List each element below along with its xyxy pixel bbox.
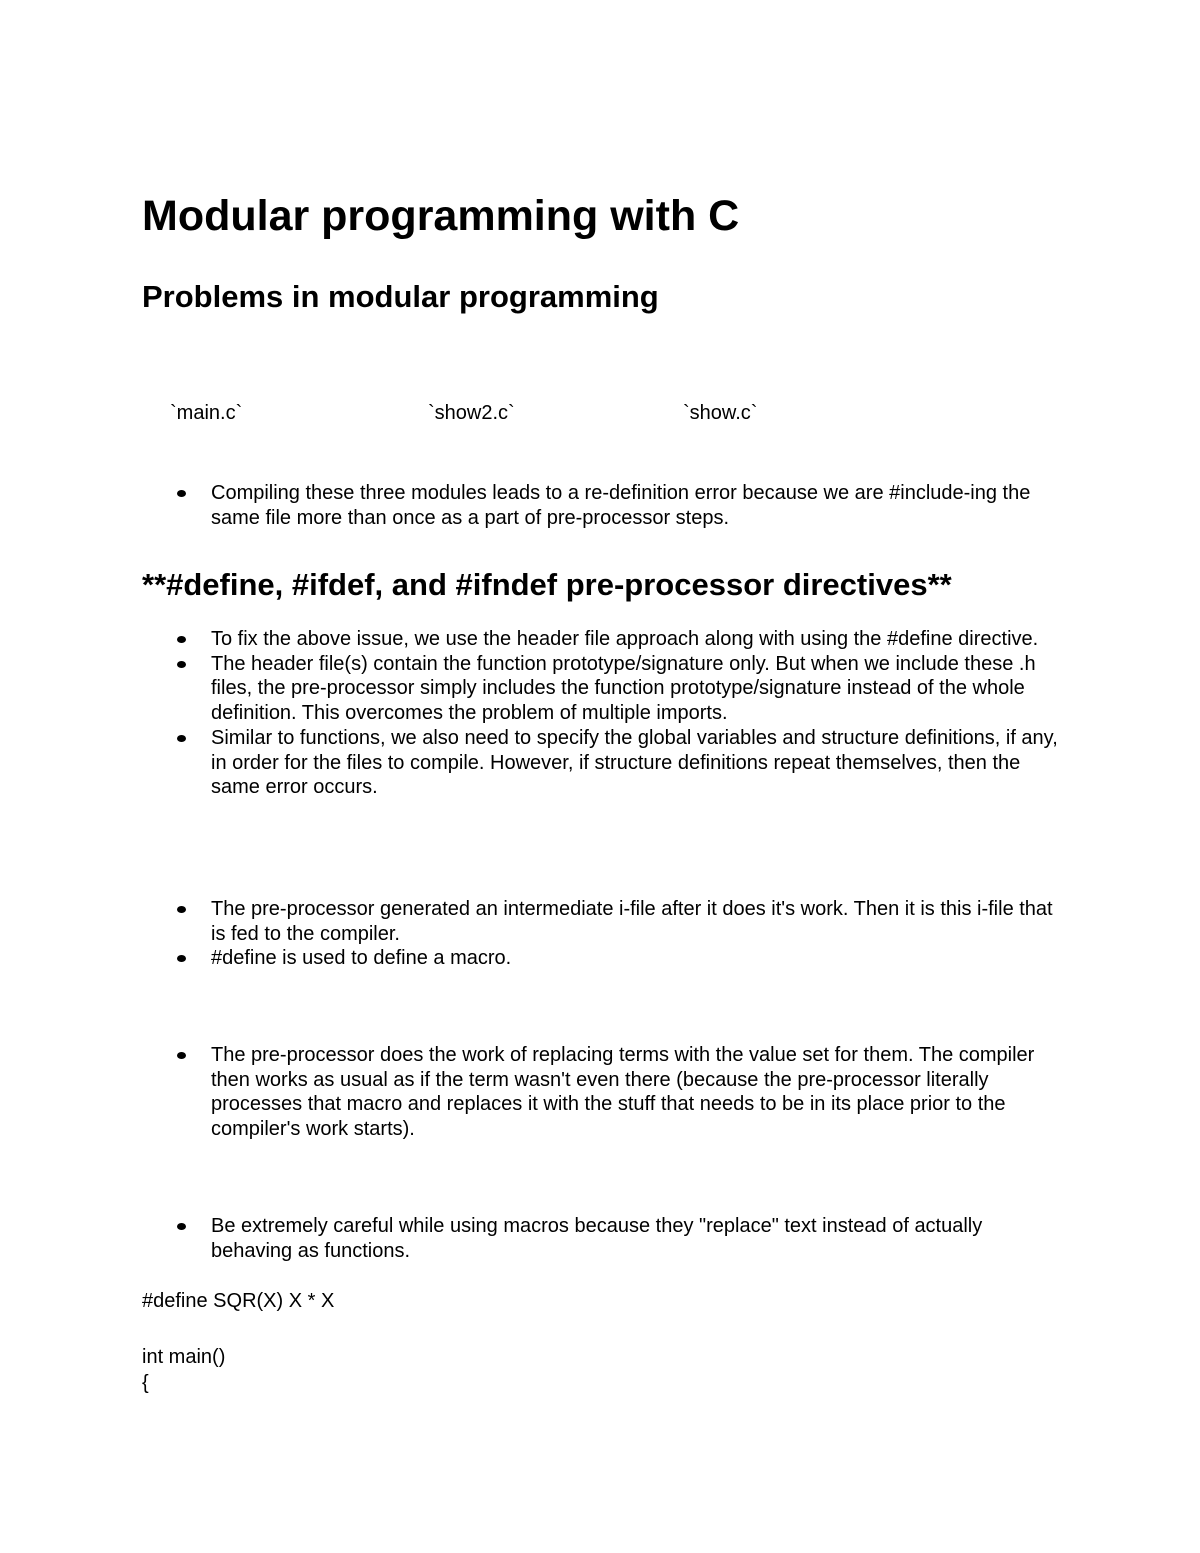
list-item [0,1043,1200,1142]
bullet-icon [177,490,186,497]
list-item [0,726,1200,800]
list-item-text: To fix the above issue, we use the header file approach along with using the #define directive. [211,628,1039,650]
list-item [0,897,1200,946]
list-item [0,946,1200,971]
bullet-icon [177,636,186,643]
list-item-text: Compiling these three modules leads to a re-definition error because we are #include-ing the same file more than once as a part of pre-processor steps. [211,482,1031,529]
page-title: Modular programming with C [142,192,740,240]
list-item [0,481,1200,530]
list-item-text: #define is used to define a macro. [211,947,512,970]
list-item-text: Be extremely careful while using macros because they "replace" text instead of actually behaving as functions. [211,1215,983,1262]
list-item-text: Similar to functions, we also need to specify the global variables and structure definitions, if any, in order for the files to compile. However, if structure definitions repeat themselves, then the same error occurs. [211,726,1058,799]
list-item-text: The pre-processor does the work of replacing terms with the value set for them. The compiler then works as usual as if the term wasn't even there (because the pre-processor literally processes that macro and replaces it with the stuff that needs to be in its place prior to the compiler's work starts). [211,1044,1035,1141]
list-item-text: The pre-processor generated an intermediate i-file after it does it's work. Then it is this i-file that is fed to the compiler. [211,898,1053,945]
code-line-define: #define SQR(X) X * X [142,1290,335,1312]
bullet-icon [177,1052,186,1059]
list-item [0,627,1200,652]
list-item [0,652,1200,726]
bullet-icon [177,906,186,913]
bullet-icon [177,955,186,962]
section-heading-directives: **#define, #ifdef, and #ifndef pre-processor directives** [142,567,952,602]
bullet-list-problems [0,481,1200,530]
code-line-brace: { [142,1372,149,1394]
list-item [0,1214,1200,1263]
section-heading-problems: Problems in modular programming [142,279,659,314]
bullet-list-directives-1 [0,627,1200,800]
bullet-list-directives-2 [0,897,1200,971]
code-line-main: int main() [142,1346,226,1368]
bullet-icon [177,661,186,668]
bullet-icon [177,735,186,742]
file-label-main: `main.c` [170,402,243,424]
file-label-show2: `show2.c` [428,402,515,424]
list-item-text: The header file(s) contain the function prototype/signature only. But when we include these .h files, the pre-processor simply includes the function prototype/signature instead of the whole definition. This overcomes the problem of multiple imports. [211,652,1036,725]
file-label-show: `show.c` [683,402,758,424]
bullet-list-directives-3 [0,1043,1200,1142]
bullet-icon [177,1223,186,1230]
bullet-list-directives-4 [0,1214,1200,1263]
